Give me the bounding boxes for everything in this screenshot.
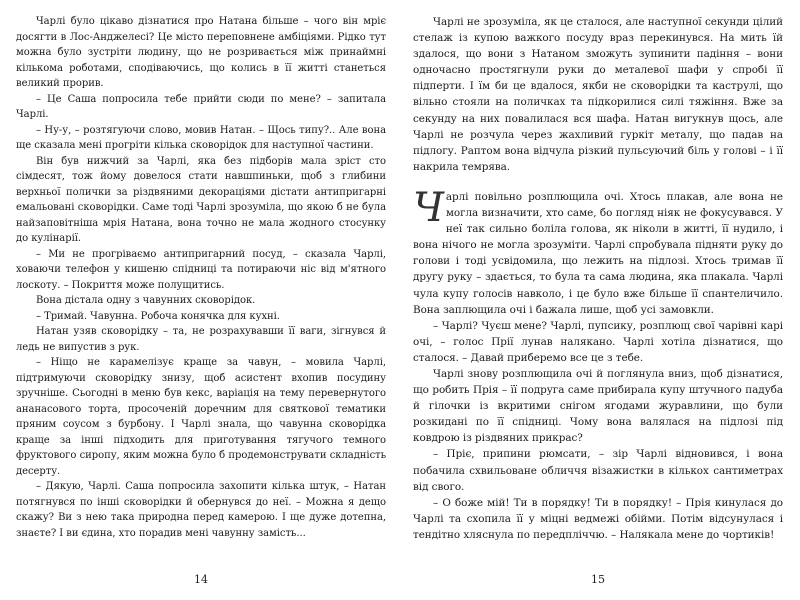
- page-number: 15: [591, 573, 605, 586]
- right-page: [413, 14, 783, 586]
- paragraph: Вона дістала одну з чавунних сковорідок.: [36, 295, 256, 306]
- paragraph: – Чарлі? Чуєш мене? Чарлі, пупсику, розплющ свої чарівні карі очі, – голос Прії лунав налякано. Чарлі хотіла дізнатися, що сталося. – Давай приберемо все це з тебе.: [413, 319, 783, 364]
- page-number: 14: [194, 573, 208, 586]
- paragraph: – Тримай. Чавунна. Робоча конячка для кухні.: [36, 310, 280, 322]
- paragraph: Чарлі було цікаво дізнатися про Натана більше – чого він мріє досягти в Лос-Анджелесі? Це місто переповнене амбіціями. Рідко тут можна було зустріти людину, що не розривається між принаймні кількома роботами, сподіваючись, що колись в її житті станеться великий прорив.: [16, 16, 386, 89]
- paragraph: – О боже мій! Ти в порядку! Ти в порядку! – Прія кинулася до Чарлі та схопила її у міцні ведмежі обійми. Потім відсунулася і тендітно хляснула по передпліччю. – Налякала мене до чортиків!: [413, 496, 783, 541]
- dropcap-paragraph: [413, 184, 783, 318]
- dropcap-paragraph-text: арлі повільно розплющила очі. Хтось плакав, але вона не могла визначити, хто саме, бо погляд ніяк не фокусувався. У неї так сильно боліла голова, як ніколи в житті, її нудило, і вона нічого не могла зрозуміти. Чарлі спробувала підняти руку до голови і тоді усвідомила, що лежить на підлозі. Хтось тримав її другу руку – здається, то була та сама людина, яка плакала. Чарлі чула купу голосів навколо, і це було вже більше її спантеличило. Вона заплющила очі і бажала лише, щоб усі замовкли.: [413, 190, 783, 316]
- paragraph: – Це Саша попросила тебе прийти сюди по мене? – запитала Чарлі.: [16, 93, 386, 120]
- drop-cap-letter: Ч: [413, 184, 444, 231]
- left-page: [16, 14, 386, 586]
- left-page-text: [16, 14, 386, 541]
- paragraph: Чарлі не зрозуміла, як це сталося, але наступної секунди цілий стелаж із купою важкого посуду враз перекинувся. На мить їй здалося, що вони з Натаном зможуть зупинити падіння – вони одночасно простягнули руки до металевої шафи у спробі її підперти. І їм би це вдалося, якби не сковорідки та каструлі, що вільно стояли на поличках та підкорилися силі тяжіння. Вже за секунду на них повалилася вся шафа. Натан вигукнув щось, але Чарлі не розчула через жахливий гуркіт металу, що падав на підлогу. Раптом вона відчула різкий пульсуючий біль у голові – і її накрила темрява.: [413, 16, 783, 173]
- paragraph: Натан узяв сковорідку – та, не розрахувавши її ваги, зігнувся й ледь не випустив з рук.: [16, 326, 386, 353]
- right-page-text: [413, 14, 783, 543]
- paragraph: Чарлі знову розплющила очі й поглянула вниз, щоб дізнатися, що робить Прія – її подруга саме прибирала купу штучного падуба й гілочки із вкритими снігом ягодами журавлини, що були розкидані по її спідниці. Чому вона валялася на підлозі під ковдрою із різдвяних прикрас?: [413, 367, 783, 445]
- paragraph: – Ніщо не карамелізує краще за чавун, – мовила Чарлі, підтримуючи сковорідку знизу, щоб асистент вхопив посудину зручніше. Сьогодні в меню був кекс, варіація на тему перевернутого ананасового торта, просоченій доречним для святкової тематики пряним соусом з бурбону. І Чарлі знала, що чавунна сковорідка краще за інші підходить для приготування тягучого темного фруктового сиропу, яким можна було б продемонструвати складність десерту.: [16, 357, 386, 477]
- paragraph: – Ми не прогріваємо антипригарний посуд, – сказала Чарлі, ховаючи телефон у кишеню спідниці та потираючи ніс від м'ятного лоскоту. – Покриття може полущитись.: [16, 248, 386, 291]
- paragraph: – Ну-у, – розтягуючи слово, мовив Натан. – Щось типу?.. Але вона ще сказала мені прогріти кілька сковорідок для наступної частини.: [16, 124, 386, 151]
- paragraph: – Дякую, Чарлі. Саша попросила захопити кілька штук, – Натан потягнувся по інші сковорідки й обернувся до неї. – Можна я дещо скажу? Ви з нею така природна перед камерою. І ще дуже дотепна, знаєте? І ви єдина, хто порадив мені чавунну замість...: [16, 481, 386, 539]
- paragraph: Він був нижчий за Чарлі, яка без підборів мала зріст сто сімдесят, тож йому довелося стати навшпиньки, щоб з глибини верхньої полички за різдвяними декораціями дістати антипригарні емальовані сковорідки. Саме тоді Чарлі зрозуміла, що якою б не була найзаповітніша мрія Натана, вона точно не мала жодного стосунку до кулінарії.: [16, 155, 386, 244]
- paragraph: – Пріє, припини рюмсати, – зір Чарлі відновився, і вона побачила схвильоване обличчя візажистки в кількох сантиметрах від свого.: [413, 448, 783, 493]
